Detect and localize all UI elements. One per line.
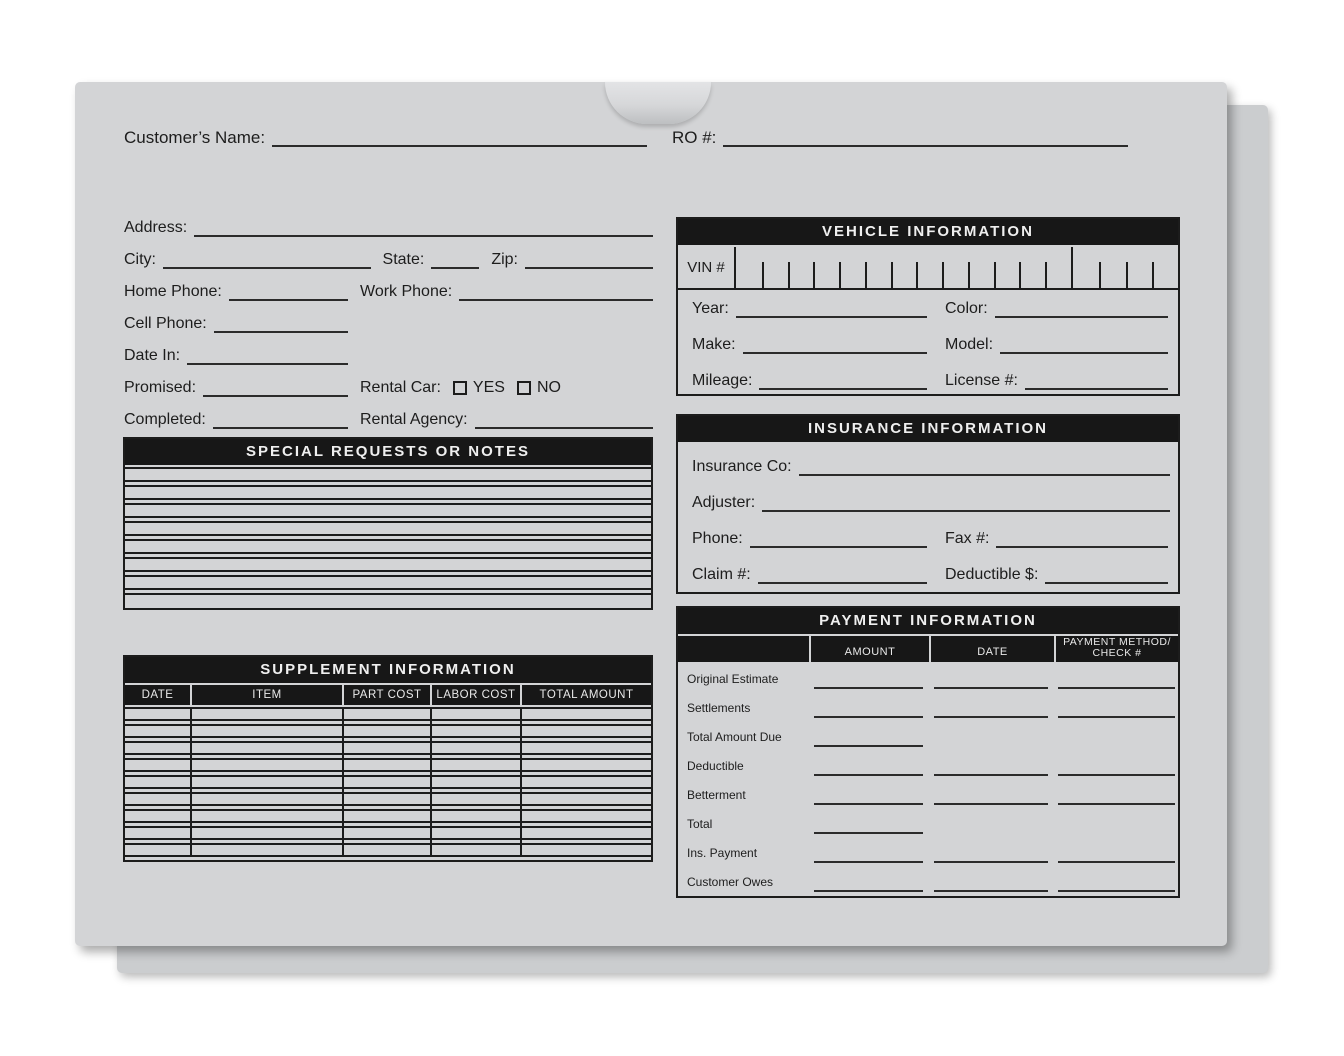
vin-tick: [1099, 262, 1101, 288]
vin-label: VIN #: [678, 247, 736, 288]
supplement-column-header: TOTAL AMOUNT: [539, 689, 634, 701]
cell-phone-label: Cell Phone:: [124, 315, 207, 332]
payment-row: [678, 664, 1178, 693]
payment-method-column-label-line1: PAYMENT METHOD/: [1063, 635, 1171, 648]
work-phone-label: Work Phone:: [360, 283, 453, 300]
special-requests-header: SPECIAL REQUESTS OR NOTES: [125, 439, 651, 467]
payment-amount-line[interactable]: [814, 745, 923, 747]
make-line[interactable]: [743, 342, 927, 354]
payment-date-line[interactable]: [934, 861, 1048, 863]
supplement-column-header: LABOR COST: [436, 689, 516, 701]
vehicle-fields: [678, 290, 1178, 394]
supplement-row[interactable]: [125, 741, 651, 755]
vin-tick: [788, 262, 790, 288]
year-line[interactable]: [736, 306, 927, 318]
adjuster-label: Adjuster:: [692, 494, 756, 511]
supplement-row[interactable]: [125, 809, 651, 823]
claim-label: Claim #:: [692, 566, 751, 583]
column-divider: [190, 707, 192, 857]
make-label: Make:: [692, 336, 736, 353]
supplement-row[interactable]: [125, 775, 651, 789]
cell-phone-line[interactable]: [214, 321, 348, 333]
supplement-section: [123, 655, 653, 862]
vin-tick: [942, 262, 944, 288]
rental-car-yes-label: YES: [472, 379, 505, 396]
payment-method-line[interactable]: [1058, 890, 1175, 892]
thumb-cut-notch: [605, 82, 711, 124]
notes-rows: [125, 467, 651, 608]
column-divider: [342, 707, 344, 857]
insurance-section: [676, 414, 1180, 594]
payment-date-line[interactable]: [934, 890, 1048, 892]
amount-column-label: AMOUNT: [844, 646, 896, 658]
payment-row: [678, 751, 1178, 780]
supplement-column-header: PART COST: [352, 689, 422, 701]
supplement-column-header: ITEM: [252, 689, 282, 701]
column-divider: [430, 707, 432, 857]
deductible-label: Deductible $:: [945, 566, 1039, 583]
zip-line[interactable]: [525, 257, 653, 269]
model-label: Model:: [945, 336, 994, 353]
payment-row-label: Total: [687, 817, 713, 831]
supplement-rows: [125, 707, 651, 857]
color-line[interactable]: [995, 306, 1168, 318]
address-label: Address:: [124, 219, 188, 236]
payment-label-column-header: [678, 636, 809, 662]
date-in-field: [124, 342, 653, 366]
vin-tick: [994, 262, 996, 288]
ro-number-label: RO #:: [672, 128, 717, 147]
rental-agency-label: Rental Agency:: [360, 411, 468, 428]
adjuster-line[interactable]: [762, 500, 1170, 512]
mileage-line[interactable]: [759, 378, 927, 390]
note-row[interactable]: [125, 539, 651, 554]
city-state-zip-field: [124, 246, 653, 270]
vin-row: [678, 247, 1178, 290]
zip-label: Zip:: [491, 251, 518, 268]
city-label: City:: [124, 251, 156, 268]
vin-tick: [916, 262, 918, 288]
payment-row-label: Customer Owes: [687, 875, 774, 889]
payment-row: [678, 693, 1178, 722]
supplement-row[interactable]: [125, 792, 651, 806]
vin-tick: [762, 262, 764, 288]
vin-cells[interactable]: [736, 247, 1178, 288]
payment-amount-line[interactable]: [814, 716, 923, 718]
vin-tick: [1126, 262, 1128, 288]
address-field: [124, 214, 653, 238]
customer-name-line[interactable]: [272, 135, 647, 147]
payment-amount-line[interactable]: [814, 861, 923, 863]
insurance-header: INSURANCE INFORMATION: [678, 416, 1178, 444]
payment-method-line[interactable]: [1058, 774, 1175, 776]
supplement-row[interactable]: [125, 843, 651, 857]
payment-date-line[interactable]: [934, 803, 1048, 805]
supplement-row[interactable]: [125, 707, 651, 721]
address-line[interactable]: [194, 225, 653, 237]
deductible-line[interactable]: [1045, 572, 1168, 584]
rental-car-no-checkbox[interactable]: [517, 381, 531, 395]
vin-tick: [891, 262, 893, 288]
ro-number-line[interactable]: [723, 135, 1128, 147]
payment-rows: [678, 664, 1178, 896]
payment-header: PAYMENT INFORMATION: [678, 608, 1178, 636]
payment-subheader: [678, 636, 1178, 664]
completed-label: Completed:: [124, 411, 206, 428]
payment-amount-line[interactable]: [814, 774, 923, 776]
mileage-label: Mileage:: [692, 372, 753, 389]
insurance-co-line[interactable]: [799, 464, 1170, 476]
payment-method-line[interactable]: [1058, 803, 1175, 805]
note-row[interactable]: [125, 521, 651, 536]
cell-phone-field: [124, 310, 653, 334]
rental-agency-line[interactable]: [475, 417, 653, 429]
completed-line[interactable]: [213, 417, 348, 429]
note-row[interactable]: [125, 575, 651, 590]
payment-row: [678, 867, 1178, 896]
payment-section: [676, 606, 1180, 898]
amount-column-header: [811, 636, 929, 662]
fax-label: Fax #:: [945, 530, 990, 547]
insurance-phone-label: Phone:: [692, 530, 743, 547]
payment-method-line[interactable]: [1058, 687, 1175, 689]
repair-order-envelope: [75, 82, 1227, 946]
date-in-label: Date In:: [124, 347, 181, 364]
supplement-row[interactable]: [125, 724, 651, 738]
supplement-header: SUPPLEMENT INFORMATION: [125, 657, 651, 685]
vin-tick: [968, 262, 970, 288]
vin-divider: [1071, 247, 1073, 288]
customer-name-label: Customer’s Name:: [124, 128, 266, 147]
insurance-phone-line[interactable]: [750, 536, 927, 548]
payment-row-label: Total Amount Due: [687, 730, 782, 744]
vin-tick: [813, 262, 815, 288]
payment-amount-line[interactable]: [814, 687, 923, 689]
insurance-fields: [678, 444, 1178, 592]
promised-label: Promised:: [124, 379, 197, 396]
note-row[interactable]: [125, 485, 651, 500]
city-line[interactable]: [163, 257, 371, 269]
note-row[interactable]: [125, 503, 651, 518]
date-in-line[interactable]: [187, 353, 348, 365]
phones-field: [124, 278, 653, 302]
insurance-co-label: Insurance Co:: [692, 458, 792, 475]
vin-tick: [865, 262, 867, 288]
column-divider: [520, 707, 522, 857]
supplement-row[interactable]: [125, 758, 651, 772]
license-label: License #:: [945, 372, 1018, 389]
promised-line[interactable]: [203, 385, 348, 397]
rental-car-yes-checkbox[interactable]: [453, 381, 467, 395]
vehicle-section: [676, 217, 1180, 396]
customer-name-field: [124, 124, 647, 148]
supplement-subheader: [125, 685, 651, 707]
color-label: Color:: [945, 300, 988, 317]
note-row[interactable]: [125, 467, 651, 482]
vin-tick: [1152, 262, 1154, 288]
special-requests-section: [123, 437, 653, 610]
date-column-label: DATE: [977, 646, 1008, 658]
model-line[interactable]: [1000, 342, 1168, 354]
vehicle-header: VEHICLE INFORMATION: [678, 219, 1178, 247]
work-phone-line[interactable]: [459, 289, 653, 301]
vin-tick: [839, 262, 841, 288]
date-column-header: [931, 636, 1054, 662]
rental-car-label: Rental Car:: [360, 379, 441, 396]
payment-row: [678, 780, 1178, 809]
payment-row: [678, 838, 1178, 867]
ro-number-field: [672, 124, 1128, 148]
state-label: State:: [382, 251, 425, 268]
promised-rental-field: [124, 374, 653, 398]
supplement-row[interactable]: [125, 826, 651, 840]
year-label: Year:: [692, 300, 729, 317]
payment-date-line[interactable]: [934, 774, 1048, 776]
payment-row-label: Settlements: [687, 701, 751, 715]
claim-line[interactable]: [758, 572, 927, 584]
payment-method-line[interactable]: [1058, 716, 1175, 718]
payment-row-label: Deductible: [687, 759, 744, 773]
completed-agency-field: [124, 406, 653, 430]
payment-row-label: Original Estimate: [687, 672, 779, 686]
note-row[interactable]: [125, 593, 651, 608]
payment-row-label: Ins. Payment: [687, 846, 758, 860]
payment-date-line[interactable]: [934, 687, 1048, 689]
payment-date-line[interactable]: [934, 716, 1048, 718]
vin-tick: [1019, 262, 1021, 288]
payment-row: [678, 809, 1178, 838]
payment-amount-line[interactable]: [814, 890, 923, 892]
payment-method-line[interactable]: [1058, 861, 1175, 863]
home-phone-label: Home Phone:: [124, 283, 222, 300]
payment-amount-line[interactable]: [814, 832, 923, 834]
payment-amount-line[interactable]: [814, 803, 923, 805]
payment-row: [678, 722, 1178, 751]
license-line[interactable]: [1025, 378, 1168, 390]
rental-car-no-label: NO: [536, 379, 561, 396]
fax-line[interactable]: [996, 536, 1168, 548]
supplement-column-header: DATE: [141, 689, 174, 701]
vin-tick: [1045, 262, 1047, 288]
payment-method-column-header: [1056, 636, 1178, 662]
note-row[interactable]: [125, 557, 651, 572]
payment-method-column-label-line2: CHECK #: [1092, 647, 1142, 659]
state-line[interactable]: [431, 257, 479, 269]
payment-row-label: Betterment: [687, 788, 746, 802]
home-phone-line[interactable]: [229, 289, 348, 301]
